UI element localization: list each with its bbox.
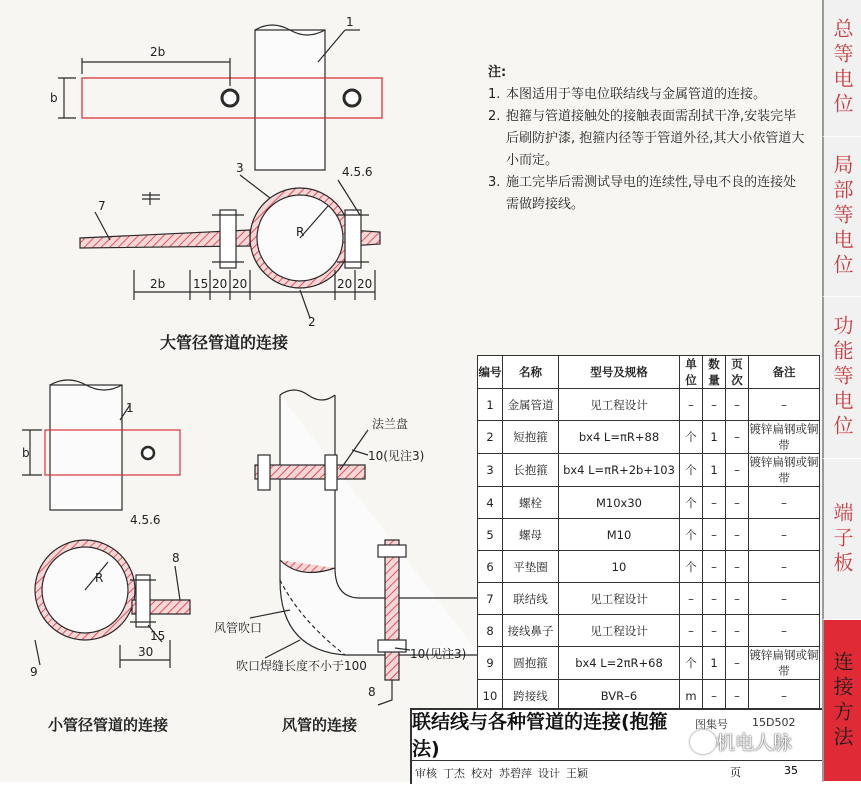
table-cell: 螺栓 (503, 487, 559, 519)
table-cell: 圆抱箍 (503, 647, 559, 680)
table-cell: 螺母 (503, 519, 559, 551)
dim-2b-bottom: 2b (150, 277, 166, 291)
table-cell: – (749, 583, 820, 615)
table-cell: 平垫圈 (503, 551, 559, 583)
caption-duct: 风管的连接 (282, 716, 358, 734)
atlas-label: 图集号 (695, 718, 728, 731)
table-row (478, 454, 820, 487)
dim-20-d: 20 (357, 277, 373, 291)
callout-1-top: 1 (346, 15, 354, 29)
table-cell: 联结线 (503, 583, 559, 615)
table-cell: m (680, 680, 703, 712)
table-cell: 镀锌扁钢或铜带 (749, 455, 819, 485)
atlas-number: 15D502 (752, 716, 796, 729)
table-cell: 镀锌扁钢或铜带 (749, 422, 819, 452)
table-row (478, 421, 820, 454)
table-cell: bx4 L=πR+88 (559, 421, 680, 454)
table-cell: 1 (478, 389, 503, 421)
review-label: 审核 (415, 767, 437, 780)
table-row (478, 583, 820, 615)
table-cell: 见工程设计 (559, 583, 680, 615)
table-cell: 6 (478, 551, 503, 583)
table-cell: 10 (478, 680, 503, 712)
col-unit: 单位 (680, 356, 703, 389)
table-cell: 见工程设计 (559, 389, 680, 421)
table-cell: 个 (680, 519, 703, 551)
dim-b-left: b (50, 91, 58, 105)
page-number: 35 (784, 764, 798, 777)
drawing-title: 联结线与各种管道的连接(抱箍法) (412, 711, 668, 760)
table-cell: 长抱箍 (503, 454, 559, 487)
table-row (478, 487, 820, 519)
table-cell: bx4 L=2πR+68 (559, 647, 680, 680)
dim-15-big: 15 (193, 277, 209, 291)
table-cell: 跨接线 (503, 680, 559, 712)
table-cell: 镀锌扁钢或铜带 (749, 648, 819, 678)
note-item: 3. 施工完毕后需测试导电的连续性,导电不良的连接处需做跨接线。 (488, 175, 797, 212)
callout-8-small: 8 (172, 551, 180, 565)
table-row (478, 615, 820, 647)
table-cell: – (749, 519, 820, 551)
table-cell: – (726, 519, 749, 551)
col-name: 名称 (503, 356, 559, 389)
dim-2b-top: 2b (150, 45, 166, 59)
small-pipe-plan-view (22, 380, 180, 510)
table-cell: – (726, 389, 749, 421)
col-no: 编号 (478, 356, 503, 389)
caption-small-pipe: 小管径管道的连接 (48, 716, 169, 734)
table-cell: 个 (680, 421, 703, 454)
table-row (478, 551, 820, 583)
dim-20-b: 20 (232, 277, 248, 291)
table-cell: 5 (478, 519, 503, 551)
section-tabs (822, 0, 861, 782)
tab-local-bonding[interactable]: 局部等电位 (822, 137, 861, 297)
table-cell: – (749, 487, 820, 519)
table-cell: 个 (680, 647, 703, 680)
big-pipe-plan-view (58, 25, 382, 170)
dim-20-c: 20 (337, 277, 353, 291)
table-header-row (478, 356, 820, 389)
table-cell: – (749, 615, 820, 647)
table-cell: – (726, 647, 749, 680)
table-cell: 接线鼻子 (503, 615, 559, 647)
callout-1-small: 1 (126, 401, 134, 415)
dim-30: 30 (138, 645, 154, 659)
table-cell: – (726, 680, 749, 712)
table-cell: 金属管道 (503, 389, 559, 421)
table-cell: 个 (680, 551, 703, 583)
checker-name: 苏碧萍 (499, 767, 532, 780)
table-cell: – (726, 583, 749, 615)
table-cell: – (703, 389, 726, 421)
flange-label: 法兰盘 (372, 417, 409, 431)
table-cell: – (726, 615, 749, 647)
table-cell: 3 (478, 454, 503, 487)
tab-functional-bonding[interactable]: 功能等电位 (822, 297, 861, 459)
parts-table (477, 355, 820, 712)
table-cell: M10 (559, 519, 680, 551)
table-cell: – (703, 680, 726, 712)
table-cell: 见工程设计 (559, 615, 680, 647)
dim-15-small: 15 (150, 629, 166, 643)
callout-2: 2 (308, 315, 316, 329)
table-cell: 1 (703, 421, 726, 454)
callout-456-top: 4.5.6 (342, 165, 373, 179)
small-pipe-section-view (35, 540, 190, 668)
table-cell: 7 (478, 583, 503, 615)
dim-b-small: b (22, 446, 30, 460)
tab-connection-method[interactable]: 连接方法 (822, 620, 861, 782)
table-cell: bx4 L=πR+2b+103 (559, 454, 680, 487)
table-cell: – (680, 389, 703, 421)
big-pipe-section-view (80, 175, 380, 318)
table-cell: 1 (703, 647, 726, 680)
tab-total-bonding[interactable]: 总等电位 (822, 0, 861, 137)
table-cell: – (726, 551, 749, 583)
table-cell: 10 (559, 551, 680, 583)
table-cell: – (703, 551, 726, 583)
reviewer-name: 丁杰 (443, 767, 465, 780)
table-cell: 4 (478, 487, 503, 519)
note-item: 2. 抱箍与管道接触处的接触表面需刮拭干净,安装完毕后刷防护漆, 抱箍内径等于管道外径,其大小依管道大小而定。 (488, 109, 805, 168)
page-label: 页 (730, 766, 741, 779)
notes-block (488, 62, 808, 216)
watermark: 机电人脉 (716, 732, 793, 754)
duct-mouth-label: 风管吹口 (214, 621, 263, 635)
designer-name: 王颖 (566, 767, 588, 780)
radius-r-small: R (95, 571, 104, 585)
table-cell: – (703, 487, 726, 519)
table-cell: – (703, 615, 726, 647)
table-cell: 8 (478, 615, 503, 647)
caption-big-pipe: 大管径管道的连接 (160, 333, 289, 352)
table-cell: 2 (478, 421, 503, 454)
table-cell: – (749, 680, 820, 712)
callout-3: 3 (236, 161, 244, 175)
dim-20-a: 20 (212, 277, 228, 291)
check-label: 校对 (471, 767, 493, 780)
table-cell: – (726, 487, 749, 519)
weld-note: 吹口焊缝长度不小于100 (236, 659, 367, 673)
table-cell: – (703, 519, 726, 551)
table-cell: – (749, 389, 820, 421)
note-ref-top: 10(见注3) (368, 449, 425, 463)
table-cell: M10x30 (559, 487, 680, 519)
table-cell: – (703, 583, 726, 615)
table-cell: BVR–6 (559, 680, 680, 712)
table-row (478, 389, 820, 421)
col-qty: 数量 (703, 356, 726, 389)
signature-row (412, 760, 824, 785)
table-cell: – (749, 551, 820, 583)
table-cell: 个 (680, 487, 703, 519)
radius-r-big: R (296, 225, 305, 239)
col-spec: 型号及规格 (559, 356, 680, 389)
design-label: 设计 (538, 767, 560, 780)
table-cell: – (680, 583, 703, 615)
callout-7: 7 (98, 199, 106, 213)
table-row (478, 519, 820, 551)
table-row (478, 647, 820, 680)
callout-8-duct: 8 (368, 685, 376, 699)
col-page: 页次 (726, 356, 749, 389)
table-cell: – (726, 454, 749, 487)
callout-9: 9 (30, 665, 38, 679)
table-cell: 个 (680, 454, 703, 487)
table-cell: 1 (703, 454, 726, 487)
tab-terminal-board[interactable]: 端子板 (822, 459, 861, 620)
table-cell: 9 (478, 647, 503, 680)
table-cell: – (726, 421, 749, 454)
note-ref-bottom: 10(见注3) (410, 647, 467, 661)
note-item: 1. 本图适用于等电位联结线与金属管道的连接。 (488, 87, 767, 102)
wechat-icon (690, 730, 716, 754)
table-cell: – (680, 615, 703, 647)
callout-456-small: 4.5.6 (130, 513, 161, 527)
col-remark: 备注 (749, 356, 820, 389)
notes-title: 注: (488, 65, 507, 80)
table-cell: 短抱箍 (503, 421, 559, 454)
